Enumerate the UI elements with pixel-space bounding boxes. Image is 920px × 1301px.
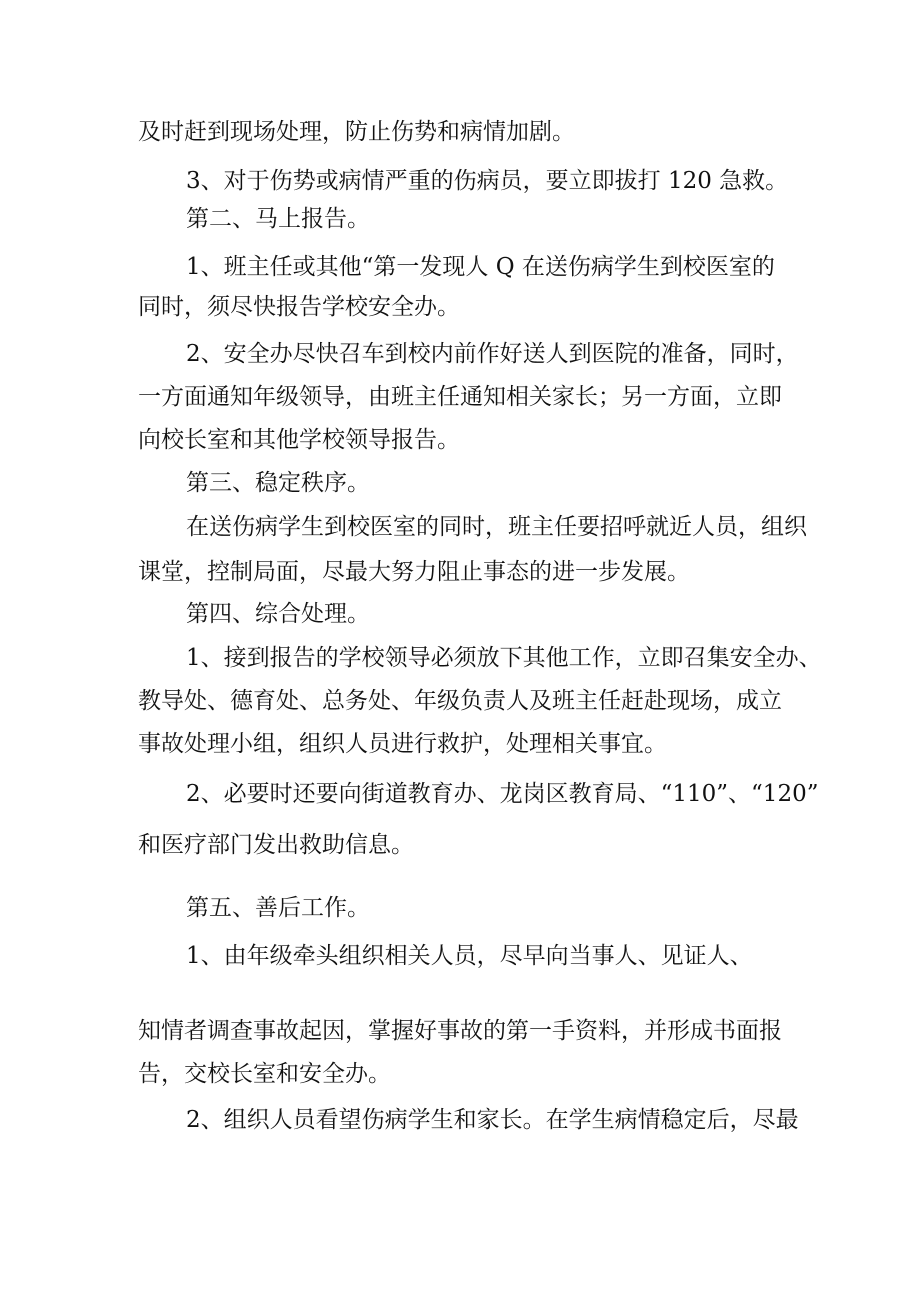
text-line: 和医疗部门发出救助信息。 [138,832,414,858]
text-line: 课堂，控制局面，尽最大努力阻止事态的进一步发展。 [138,559,690,585]
text-line: 1、接到报告的学校领导必须放下其他工作，立即召集安全办、 [186,645,822,671]
text-line: 告，交校长室和安全办。 [138,1061,391,1087]
text-line: 1、由年级牵头组织相关人员，尽早向当事人、见证人、 [186,943,753,969]
text-line: 知情者调查事故起因，掌握好事故的第一手资料，并形成书面报 [138,1018,782,1044]
text-line: 及时赶到现场处理，防止伤势和病情加剧。 [138,119,575,145]
text-line: 1、班主任或其他“第一发现人 Q 在送伤病学生到校医室的 [186,254,775,280]
section-heading: 第四、综合处理。 [186,601,370,627]
text-line: 3、对于伤势或病情严重的伤病员，要立即拔打 120 急救。 [186,168,789,194]
section-heading: 第二、马上报告。 [186,206,370,232]
text-line: 教导处、德育处、总务处、年级负责人及班主任赶赴现场，成立 [138,688,782,714]
text-line: 一方面通知年级领导，由班主任通知相关家长；另一方面，立即 [138,384,782,410]
text-line: 2、安全办尽快召车到校内前作好送人到医院的准备，同时， [186,341,799,367]
section-heading: 第五、善后工作。 [186,895,370,921]
text-line: 2、必要时还要向街道教育办、龙岗区教育局、“110”、“120” [186,781,819,807]
text-line: 事故处理小组，组织人员进行救护，处理相关事宜。 [138,731,667,757]
text-line: 2、组织人员看望伤病学生和家长。在学生病情稳定后，尽最 [186,1107,799,1133]
section-heading: 第三、稳定秩序。 [186,470,370,496]
text-line: 同时，须尽快报告学校安全办。 [138,294,460,320]
text-line: 向校长室和其他学校领导报告。 [138,427,460,453]
text-line: 在送伤病学生到校医室的同时，班主任要招呼就近人员，组织 [186,514,807,540]
